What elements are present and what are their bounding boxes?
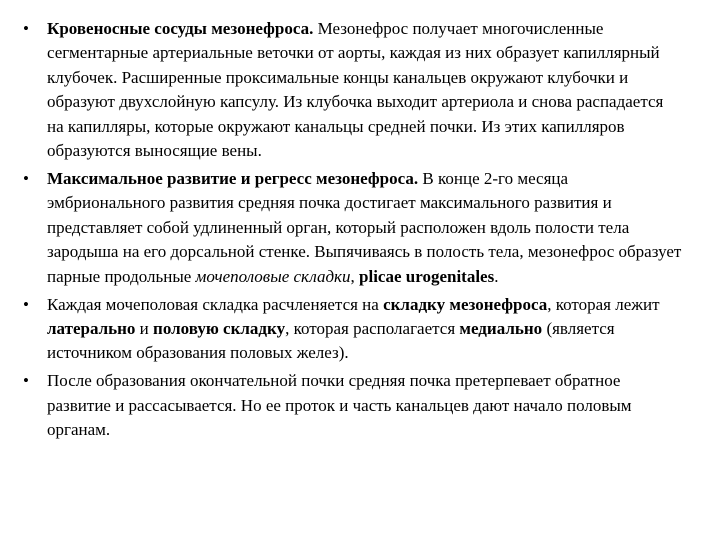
paragraph-text: После образования окончательной почки средняя почка претерпевает обратное развитие и рассасывается. Но ее проток и часть канальцев дают начало половым органам.	[47, 371, 632, 440]
heading-max-development: Максимальное развитие и регресс мезонефроса.	[47, 169, 419, 189]
paragraph-text: и	[135, 319, 154, 339]
term-mesonephric-fold: складку мезонефроса	[383, 294, 548, 314]
bullet-list	[23, 17, 683, 446]
term-genital-fold: половую складку	[153, 319, 286, 339]
list-item-mesonephros-blood-vessels	[23, 17, 683, 163]
list-item-max-development-regress	[23, 167, 683, 289]
term-plicae-urogenitales: plicae urogenitales	[359, 266, 495, 286]
bullet-dot-icon: •	[23, 294, 29, 314]
paragraph-text: (является источником образования половых желез).	[47, 319, 615, 363]
paragraph-text: , которая лежит	[547, 294, 660, 314]
term-laterally: латерально	[47, 319, 136, 339]
list-item-urogenital-fold-division	[23, 293, 683, 366]
bullet-dot-icon: •	[23, 19, 29, 38]
paragraph-text: Каждая мочеполовая складка расчленяется на	[47, 294, 384, 314]
list-item-final-kidney	[23, 369, 683, 442]
paragraph-text: В конце 2-го месяца эмбрионального развития средняя почка достигает максимального развития и представляет собой удлиненный орган, который расположен вдоль полости тела зародыша на его дорсальной стенке. Выпячиваясь в полость тела, мезонефрос образует парные продольные	[47, 169, 682, 286]
heading-blood-vessels: Кровеносные сосуды мезонефроса.	[47, 19, 314, 38]
term-medially: медиально	[459, 319, 543, 339]
bullet-dot-icon: •	[23, 169, 29, 189]
bullet-dot-icon: •	[23, 371, 29, 391]
paragraph-text: Мезонефрос получает многочисленные сегментарные артериальные веточки от аорты, каждая из них образует капиллярный клубочек. Расширенные проксимальные концы канальцев окружают клубочки и образуют двухслойную капсулу. Из клубочка выходит артериола и снова распадается на капилляры, которые окружают канальцы средней почки. Из этих капилляров образуются выносящие вены.	[47, 19, 664, 161]
paragraph-text: ,	[350, 266, 360, 286]
paragraph-text: , которая располагается	[285, 319, 460, 339]
term-urogenital-folds: мочеполовые складки	[195, 266, 351, 286]
paragraph-text: .	[494, 266, 499, 286]
